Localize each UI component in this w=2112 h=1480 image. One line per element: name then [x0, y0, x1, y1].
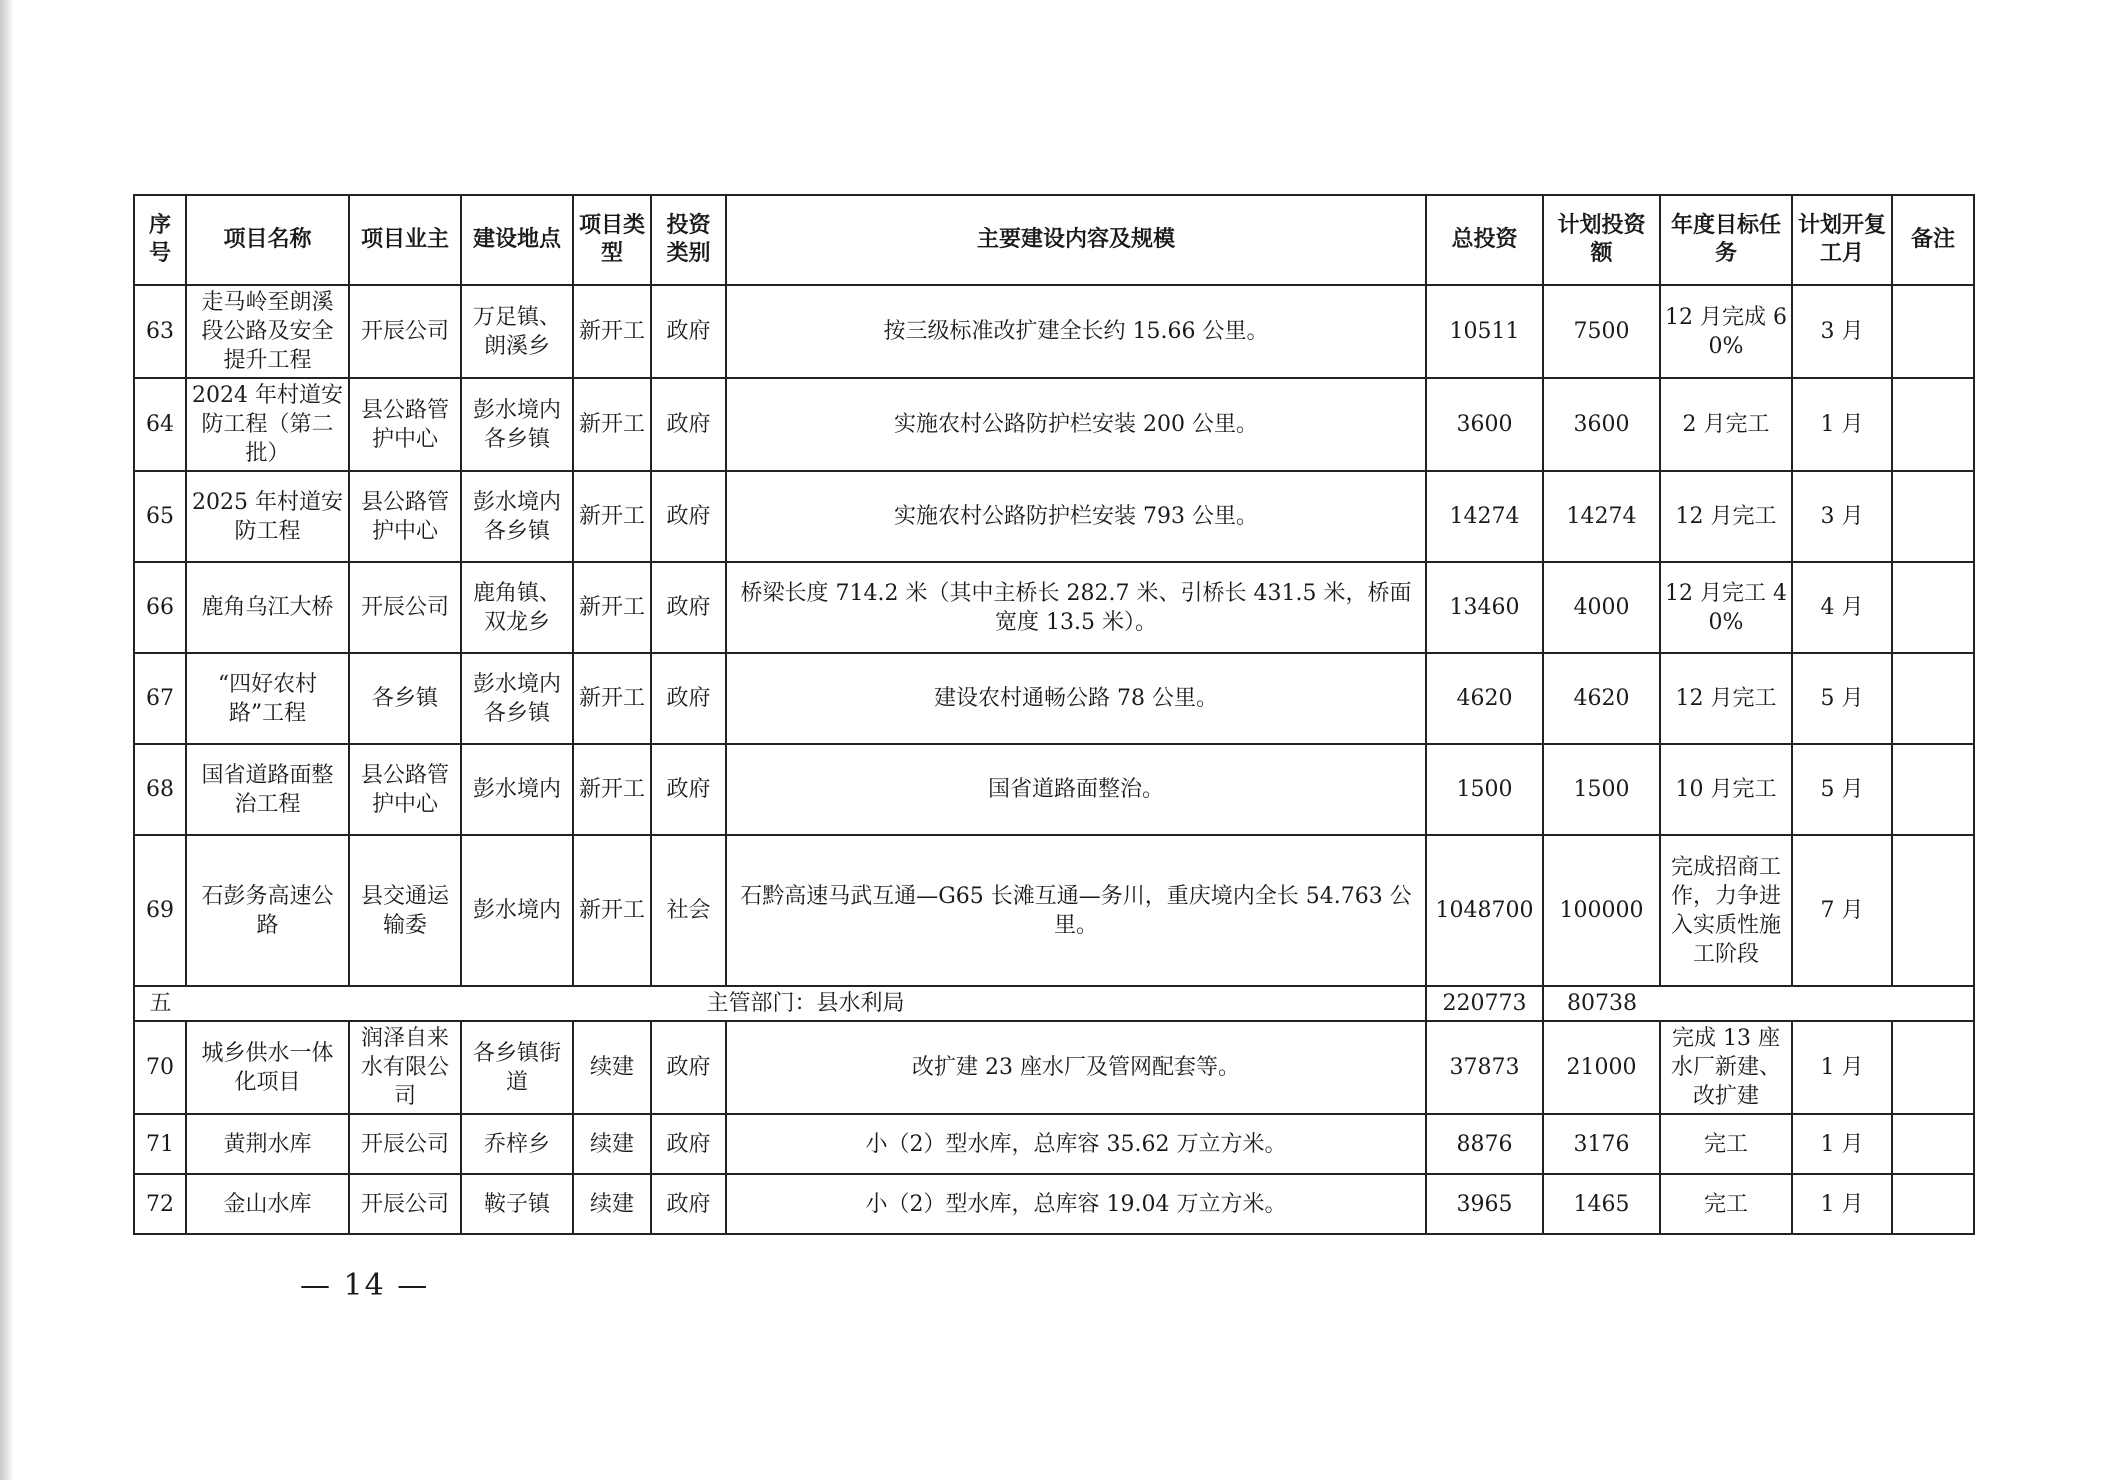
cell-category: 政府 [651, 1021, 726, 1114]
cell-no: 70 [134, 1021, 186, 1114]
cell-type: 新开工 [573, 835, 651, 986]
cell-content: 建设农村通畅公路 78 公里。 [726, 653, 1426, 744]
cell-remark [1892, 1114, 1974, 1174]
section-label: 主管部门：县水利局 [186, 986, 1426, 1021]
cell-name: 2024 年村道安防工程（第二批） [186, 378, 349, 471]
cell-no: 65 [134, 471, 186, 562]
cell-location: 彭水境内各乡镇 [461, 653, 573, 744]
cell-owner: 各乡镇 [349, 653, 461, 744]
cell-category: 政府 [651, 471, 726, 562]
cell-target: 完工 [1660, 1114, 1792, 1174]
cell-month: 4 月 [1792, 562, 1892, 653]
cell-planned: 100000 [1543, 835, 1660, 986]
cell-no: 67 [134, 653, 186, 744]
cell-total: 10511 [1426, 285, 1543, 378]
cell-total: 1500 [1426, 744, 1543, 835]
cell-owner: 开辰公司 [349, 285, 461, 378]
cell-category: 社会 [651, 835, 726, 986]
cell-remark [1892, 285, 1974, 378]
cell-type: 新开工 [573, 471, 651, 562]
cell-name: 鹿角乌江大桥 [186, 562, 349, 653]
cell-name: 黄荆水库 [186, 1114, 349, 1174]
table-row [134, 471, 1974, 562]
cell-no: 71 [134, 1114, 186, 1174]
cell-owner: 县公路管护中心 [349, 744, 461, 835]
cell-target: 2 月完工 [1660, 378, 1792, 471]
section-no: 五 [134, 986, 186, 1021]
cell-owner: 开辰公司 [349, 1114, 461, 1174]
cell-no: 64 [134, 378, 186, 471]
cell-type: 续建 [573, 1114, 651, 1174]
cell-month: 3 月 [1792, 471, 1892, 562]
cell-owner: 开辰公司 [349, 562, 461, 653]
cell-planned: 1500 [1543, 744, 1660, 835]
cell-planned: 3600 [1543, 378, 1660, 471]
cell-total: 14274 [1426, 471, 1543, 562]
cell-planned: 14274 [1543, 471, 1660, 562]
cell-month: 1 月 [1792, 1114, 1892, 1174]
table-row [134, 1114, 1974, 1174]
cell-planned: 21000 [1543, 1021, 1660, 1114]
cell-location: 鹿角镇、双龙乡 [461, 562, 573, 653]
cell-no: 63 [134, 285, 186, 378]
cell-no: 68 [134, 744, 186, 835]
cell-owner: 县交通运输委 [349, 835, 461, 986]
header-target: 年度目标任务 [1660, 195, 1792, 285]
cell-content: 桥梁长度 714.2 米（其中主桥长 282.7 米、引桥长 431.5 米，桥面宽度 13.5 米）。 [726, 562, 1426, 653]
table-row [134, 285, 1974, 378]
cell-category: 政府 [651, 378, 726, 471]
header-location: 建设地点 [461, 195, 573, 285]
project-table [133, 194, 1975, 1235]
cell-planned: 3176 [1543, 1114, 1660, 1174]
cell-owner: 县公路管护中心 [349, 378, 461, 471]
cell-owner: 开辰公司 [349, 1174, 461, 1234]
cell-remark [1892, 471, 1974, 562]
cell-category: 政府 [651, 653, 726, 744]
cell-target: 完工 [1660, 1174, 1792, 1234]
cell-category: 政府 [651, 562, 726, 653]
cell-owner: 县公路管护中心 [349, 471, 461, 562]
cell-month: 1 月 [1792, 1174, 1892, 1234]
cell-month: 1 月 [1792, 1021, 1892, 1114]
cell-remark [1892, 378, 1974, 471]
cell-planned: 4620 [1543, 653, 1660, 744]
cell-name: 金山水库 [186, 1174, 349, 1234]
cell-content: 小（2）型水库，总库容 35.62 万立方米。 [726, 1114, 1426, 1174]
header-total: 总投资 [1426, 195, 1543, 285]
cell-month: 7 月 [1792, 835, 1892, 986]
cell-name: 2025 年村道安防工程 [186, 471, 349, 562]
section-blank [1660, 986, 1974, 1021]
header-content: 主要建设内容及规模 [726, 195, 1426, 285]
cell-target: 12 月完工 [1660, 653, 1792, 744]
cell-type: 新开工 [573, 653, 651, 744]
header-planned: 计划投资额 [1543, 195, 1660, 285]
cell-month: 5 月 [1792, 653, 1892, 744]
cell-content: 按三级标准改扩建全长约 15.66 公里。 [726, 285, 1426, 378]
table-row [134, 653, 1974, 744]
cell-name: 国省道路面整治工程 [186, 744, 349, 835]
cell-location: 鞍子镇 [461, 1174, 573, 1234]
cell-planned: 4000 [1543, 562, 1660, 653]
cell-type: 新开工 [573, 744, 651, 835]
header-remark: 备注 [1892, 195, 1974, 285]
cell-content: 石黔高速马武互通—G65 长滩互通—务川，重庆境内全长 54.763 公里。 [726, 835, 1426, 986]
cell-no: 72 [134, 1174, 186, 1234]
cell-content: 实施农村公路防护栏安装 793 公里。 [726, 471, 1426, 562]
cell-location: 彭水境内 [461, 835, 573, 986]
cell-category: 政府 [651, 285, 726, 378]
table-row [134, 744, 1974, 835]
cell-target: 完成招商工作，力争进入实质性施工阶段 [1660, 835, 1792, 986]
header-category: 投资类别 [651, 195, 726, 285]
cell-planned: 1465 [1543, 1174, 1660, 1234]
cell-total: 8876 [1426, 1114, 1543, 1174]
cell-content: 实施农村公路防护栏安装 200 公里。 [726, 378, 1426, 471]
cell-type: 新开工 [573, 562, 651, 653]
header-no: 序号 [134, 195, 186, 285]
cell-month: 1 月 [1792, 378, 1892, 471]
cell-name: 城乡供水一体化项目 [186, 1021, 349, 1114]
cell-type: 续建 [573, 1174, 651, 1234]
cell-category: 政府 [651, 1114, 726, 1174]
table-row [134, 1021, 1974, 1114]
cell-content: 国省道路面整治。 [726, 744, 1426, 835]
section-total: 220773 [1426, 986, 1543, 1021]
cell-category: 政府 [651, 1174, 726, 1234]
cell-remark [1892, 835, 1974, 986]
cell-remark [1892, 653, 1974, 744]
table-row [134, 1174, 1974, 1234]
scan-edge-shadow [0, 0, 14, 1480]
cell-content: 小（2）型水库，总库容 19.04 万立方米。 [726, 1174, 1426, 1234]
cell-total: 3600 [1426, 378, 1543, 471]
page-number: — 14 — [300, 1268, 430, 1303]
cell-location: 彭水境内各乡镇 [461, 378, 573, 471]
section-planned: 80738 [1543, 986, 1660, 1021]
cell-name: “四好农村路”工程 [186, 653, 349, 744]
cell-no: 69 [134, 835, 186, 986]
cell-category: 政府 [651, 744, 726, 835]
cell-target: 完成 13 座水厂新建、改扩建 [1660, 1021, 1792, 1114]
cell-month: 5 月 [1792, 744, 1892, 835]
cell-location: 彭水境内 [461, 744, 573, 835]
cell-target: 12 月完工 [1660, 471, 1792, 562]
cell-remark [1892, 562, 1974, 653]
cell-remark [1892, 1021, 1974, 1114]
cell-type: 新开工 [573, 285, 651, 378]
cell-owner: 润泽自来水有限公司 [349, 1021, 461, 1114]
section-row [134, 986, 1974, 1021]
table-row [134, 562, 1974, 653]
cell-planned: 7500 [1543, 285, 1660, 378]
cell-remark [1892, 1174, 1974, 1234]
cell-total: 1048700 [1426, 835, 1543, 986]
cell-month: 3 月 [1792, 285, 1892, 378]
header-name: 项目名称 [186, 195, 349, 285]
cell-name: 石彭务高速公路 [186, 835, 349, 986]
cell-location: 万足镇、朗溪乡 [461, 285, 573, 378]
cell-name: 走马岭至朗溪段公路及安全提升工程 [186, 285, 349, 378]
cell-total: 13460 [1426, 562, 1543, 653]
header-owner: 项目业主 [349, 195, 461, 285]
cell-target: 12 月完工 40% [1660, 562, 1792, 653]
cell-total: 3965 [1426, 1174, 1543, 1234]
cell-total: 4620 [1426, 653, 1543, 744]
cell-total: 37873 [1426, 1021, 1543, 1114]
table-row [134, 835, 1974, 986]
cell-type: 新开工 [573, 378, 651, 471]
cell-remark [1892, 744, 1974, 835]
cell-target: 12 月完成 60% [1660, 285, 1792, 378]
header-type: 项目类型 [573, 195, 651, 285]
cell-target: 10 月完工 [1660, 744, 1792, 835]
cell-location: 各乡镇街道 [461, 1021, 573, 1114]
cell-type: 续建 [573, 1021, 651, 1114]
cell-content: 改扩建 23 座水厂及管网配套等。 [726, 1021, 1426, 1114]
cell-location: 乔梓乡 [461, 1114, 573, 1174]
cell-location: 彭水境内各乡镇 [461, 471, 573, 562]
cell-no: 66 [134, 562, 186, 653]
header-month: 计划开复工月 [1792, 195, 1892, 285]
header-row [134, 195, 1974, 285]
table-row [134, 378, 1974, 471]
